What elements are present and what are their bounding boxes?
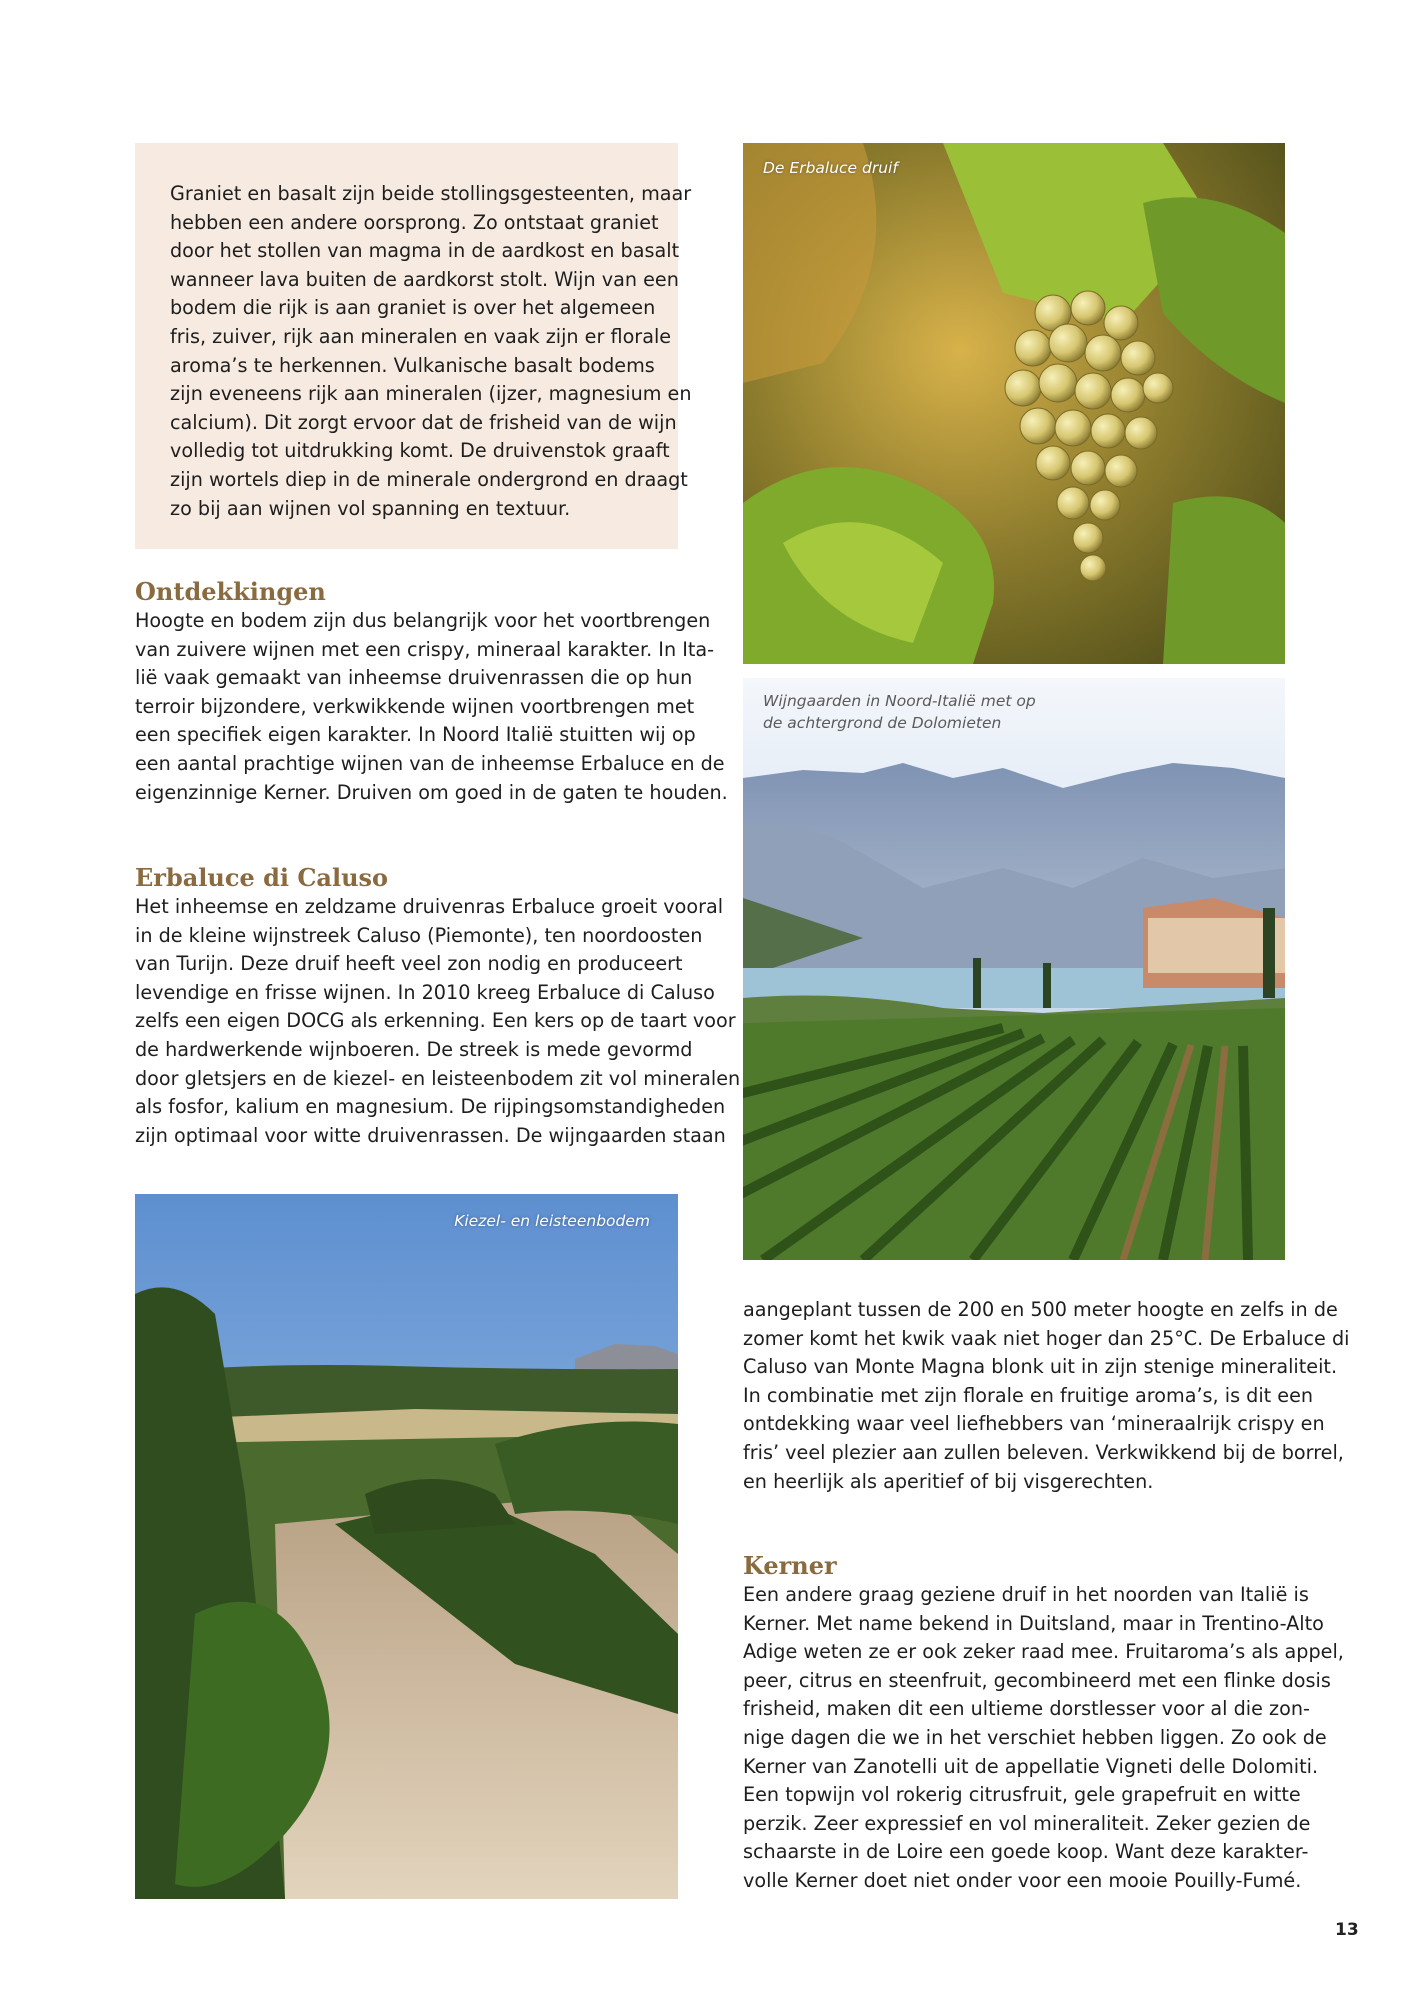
soil-caption: Kiezel- en leisteenbodem — [454, 1212, 650, 1230]
heading-erbaluce: Erbaluce di Caluso — [135, 863, 389, 892]
text-line: zijn eveneens rijk aan mineralen (ijzer, magnesium en — [170, 382, 692, 406]
text-line: de hardwerkende wijnboeren. De streek is mede gevormd — [135, 1037, 693, 1061]
text-line: Hoogte en bodem zijn dus belangrijk voor het voortbrengen — [135, 609, 711, 632]
text-line: in de kleine wijnstreek Caluso (Piemonte), ten noordoosten — [135, 923, 703, 947]
text-line: volle Kerner doet niet onder voor een mooie Pouilly-Fumé. — [743, 1868, 1302, 1892]
text-line: zomer komt het kwik vaak niet hoger dan 25°C. De Erbaluce di — [743, 1326, 1350, 1350]
text-line: van zuivere wijnen met een crispy, mineraal karakter. In Ita- — [135, 637, 715, 661]
text-line: nige dagen die we in het verschiet hebben liggen. Zo ook de — [743, 1725, 1327, 1749]
heading-ontdekkingen: Ontdekkingen — [135, 577, 326, 606]
text-line: fris’ veel plezier aan zullen beleven. Verkwikkend bij de borrel, — [743, 1440, 1344, 1464]
text-line: door het stollen van magma in de aardkost en basalt — [170, 239, 680, 263]
text-line: zijn wortels diep in de minerale ondergrond en draagt — [170, 467, 688, 491]
text-line: Graniet en basalt zijn beide stollingsgesteenten, maar — [170, 182, 692, 205]
text-line: een aantal prachtige wijnen van de inheemse Erbaluce en de — [135, 751, 725, 775]
ontdekkingen-body — [135, 607, 728, 807]
text-line: aroma’s te herkennen. Vulkanische basalt bodems — [170, 353, 655, 377]
text-line: hebben een andere oorsprong. Zo ontstaat graniet — [170, 210, 659, 234]
text-line: als fosfor, kalium en magnesium. De rijpingsomstandigheden — [135, 1095, 726, 1119]
dolomites-caption-line-1: Wijngaarden in Noord-Italië met op — [763, 692, 1036, 710]
info-box — [135, 143, 692, 549]
text-line: door gletsjers en de kiezel- en leisteenbodem zit vol mineralen — [135, 1066, 741, 1090]
heading-kerner: Kerner — [743, 1551, 837, 1580]
text-line: wanneer lava buiten de aardkorst stolt. Wijn van een — [170, 267, 679, 291]
text-line: zelfs een eigen DOCG als erkenning. Een kers op de taart voor — [135, 1009, 736, 1033]
text-line: zijn optimaal voor witte druivenrassen. De wijngaarden staan — [135, 1123, 726, 1147]
text-line: perzik. Zeer expressief en vol mineraliteit. Zeker gezien de — [743, 1811, 1311, 1835]
text-line: In combinatie met zijn florale en fruitige aroma’s, is dit een — [743, 1383, 1314, 1407]
text-line: aangeplant tussen de 200 en 500 meter hoogte en zelfs in de — [743, 1298, 1338, 1321]
text-line: bodem die rijk is aan graniet is over het algemeen — [170, 296, 656, 320]
info-box-text — [170, 180, 692, 523]
grapes-caption: De Erbaluce druif — [763, 159, 898, 177]
text-line: levendige en frisse wijnen. In 2010 kreeg Erbaluce di Caluso — [135, 980, 715, 1004]
text-line: Caluso van Monte Magna blonk uit in zijn stenige mineraliteit. — [743, 1355, 1338, 1379]
text-line: peer, citrus en steenfruit, gecombineerd met een flinke dosis — [743, 1668, 1331, 1692]
text-line: lië vaak gemaakt van inheemse druivenrassen die op hun — [135, 666, 693, 690]
text-line: Kerner van Zanotelli uit de appellatie Vigneti delle Dolomiti. — [743, 1754, 1319, 1778]
text-line: volledig tot uitdrukking komt. De druivenstok graaft — [170, 439, 670, 463]
page-number: 13 — [1335, 1920, 1359, 1940]
kerner-body — [743, 1581, 1344, 1896]
text-line: zo bij aan wijnen vol spanning en textuur. — [170, 496, 571, 520]
dolomites-vineyard-photo — [743, 678, 1285, 1260]
text-line: eigenzinnige Kerner. Druiven om goed in de gaten te houden. — [135, 780, 728, 804]
text-line: een specifiek eigen karakter. In Noord Italië stuitten wij op — [135, 723, 696, 747]
text-line: Kerner. Met name bekend in Duitsland, maar in Trentino-Alto — [743, 1611, 1324, 1635]
text-line: frisheid, maken dit een ultieme dorstlesser voor al die zon- — [743, 1697, 1310, 1721]
text-line: fris, zuiver, rijk aan mineralen en vaak zijn er florale — [170, 324, 672, 348]
text-line: terroir bijzondere, verkwikkende wijnen voortbrengen met — [135, 694, 695, 718]
text-line: en heerlijk als aperitief of bij visgerechten. — [743, 1469, 1154, 1493]
text-line: ontdekking waar veel liefhebbers van ‘mineraalrijk crispy en — [743, 1412, 1325, 1436]
text-line: Een andere graag geziene druif in het noorden van Italië is — [743, 1583, 1309, 1606]
dolomites-caption-line-2: de achtergrond de Dolomieten — [763, 714, 1002, 732]
text-line: schaarste in de Loire een goede koop. Want deze karakter- — [743, 1840, 1309, 1864]
erbaluce-body — [135, 893, 741, 1150]
text-line: Het inheemse en zeldzame druivenras Erbaluce groeit vooral — [135, 895, 724, 918]
text-line: van Turijn. Deze druif heeft veel zon nodig en produceert — [135, 952, 683, 976]
text-line: Een topwijn vol rokerig citrusfruit, gele grapefruit en witte — [743, 1783, 1301, 1807]
text-line: Adige weten ze er ook zeker raad mee. Fruitaroma’s als appel, — [743, 1640, 1344, 1664]
text-line: calcium). Dit zorgt ervoor dat de frisheid van de wijn — [170, 410, 677, 434]
soil-vineyard-photo — [135, 1194, 678, 1899]
erbaluce-body-continued — [743, 1296, 1350, 1496]
erbaluce-grapes-photo — [743, 143, 1285, 664]
